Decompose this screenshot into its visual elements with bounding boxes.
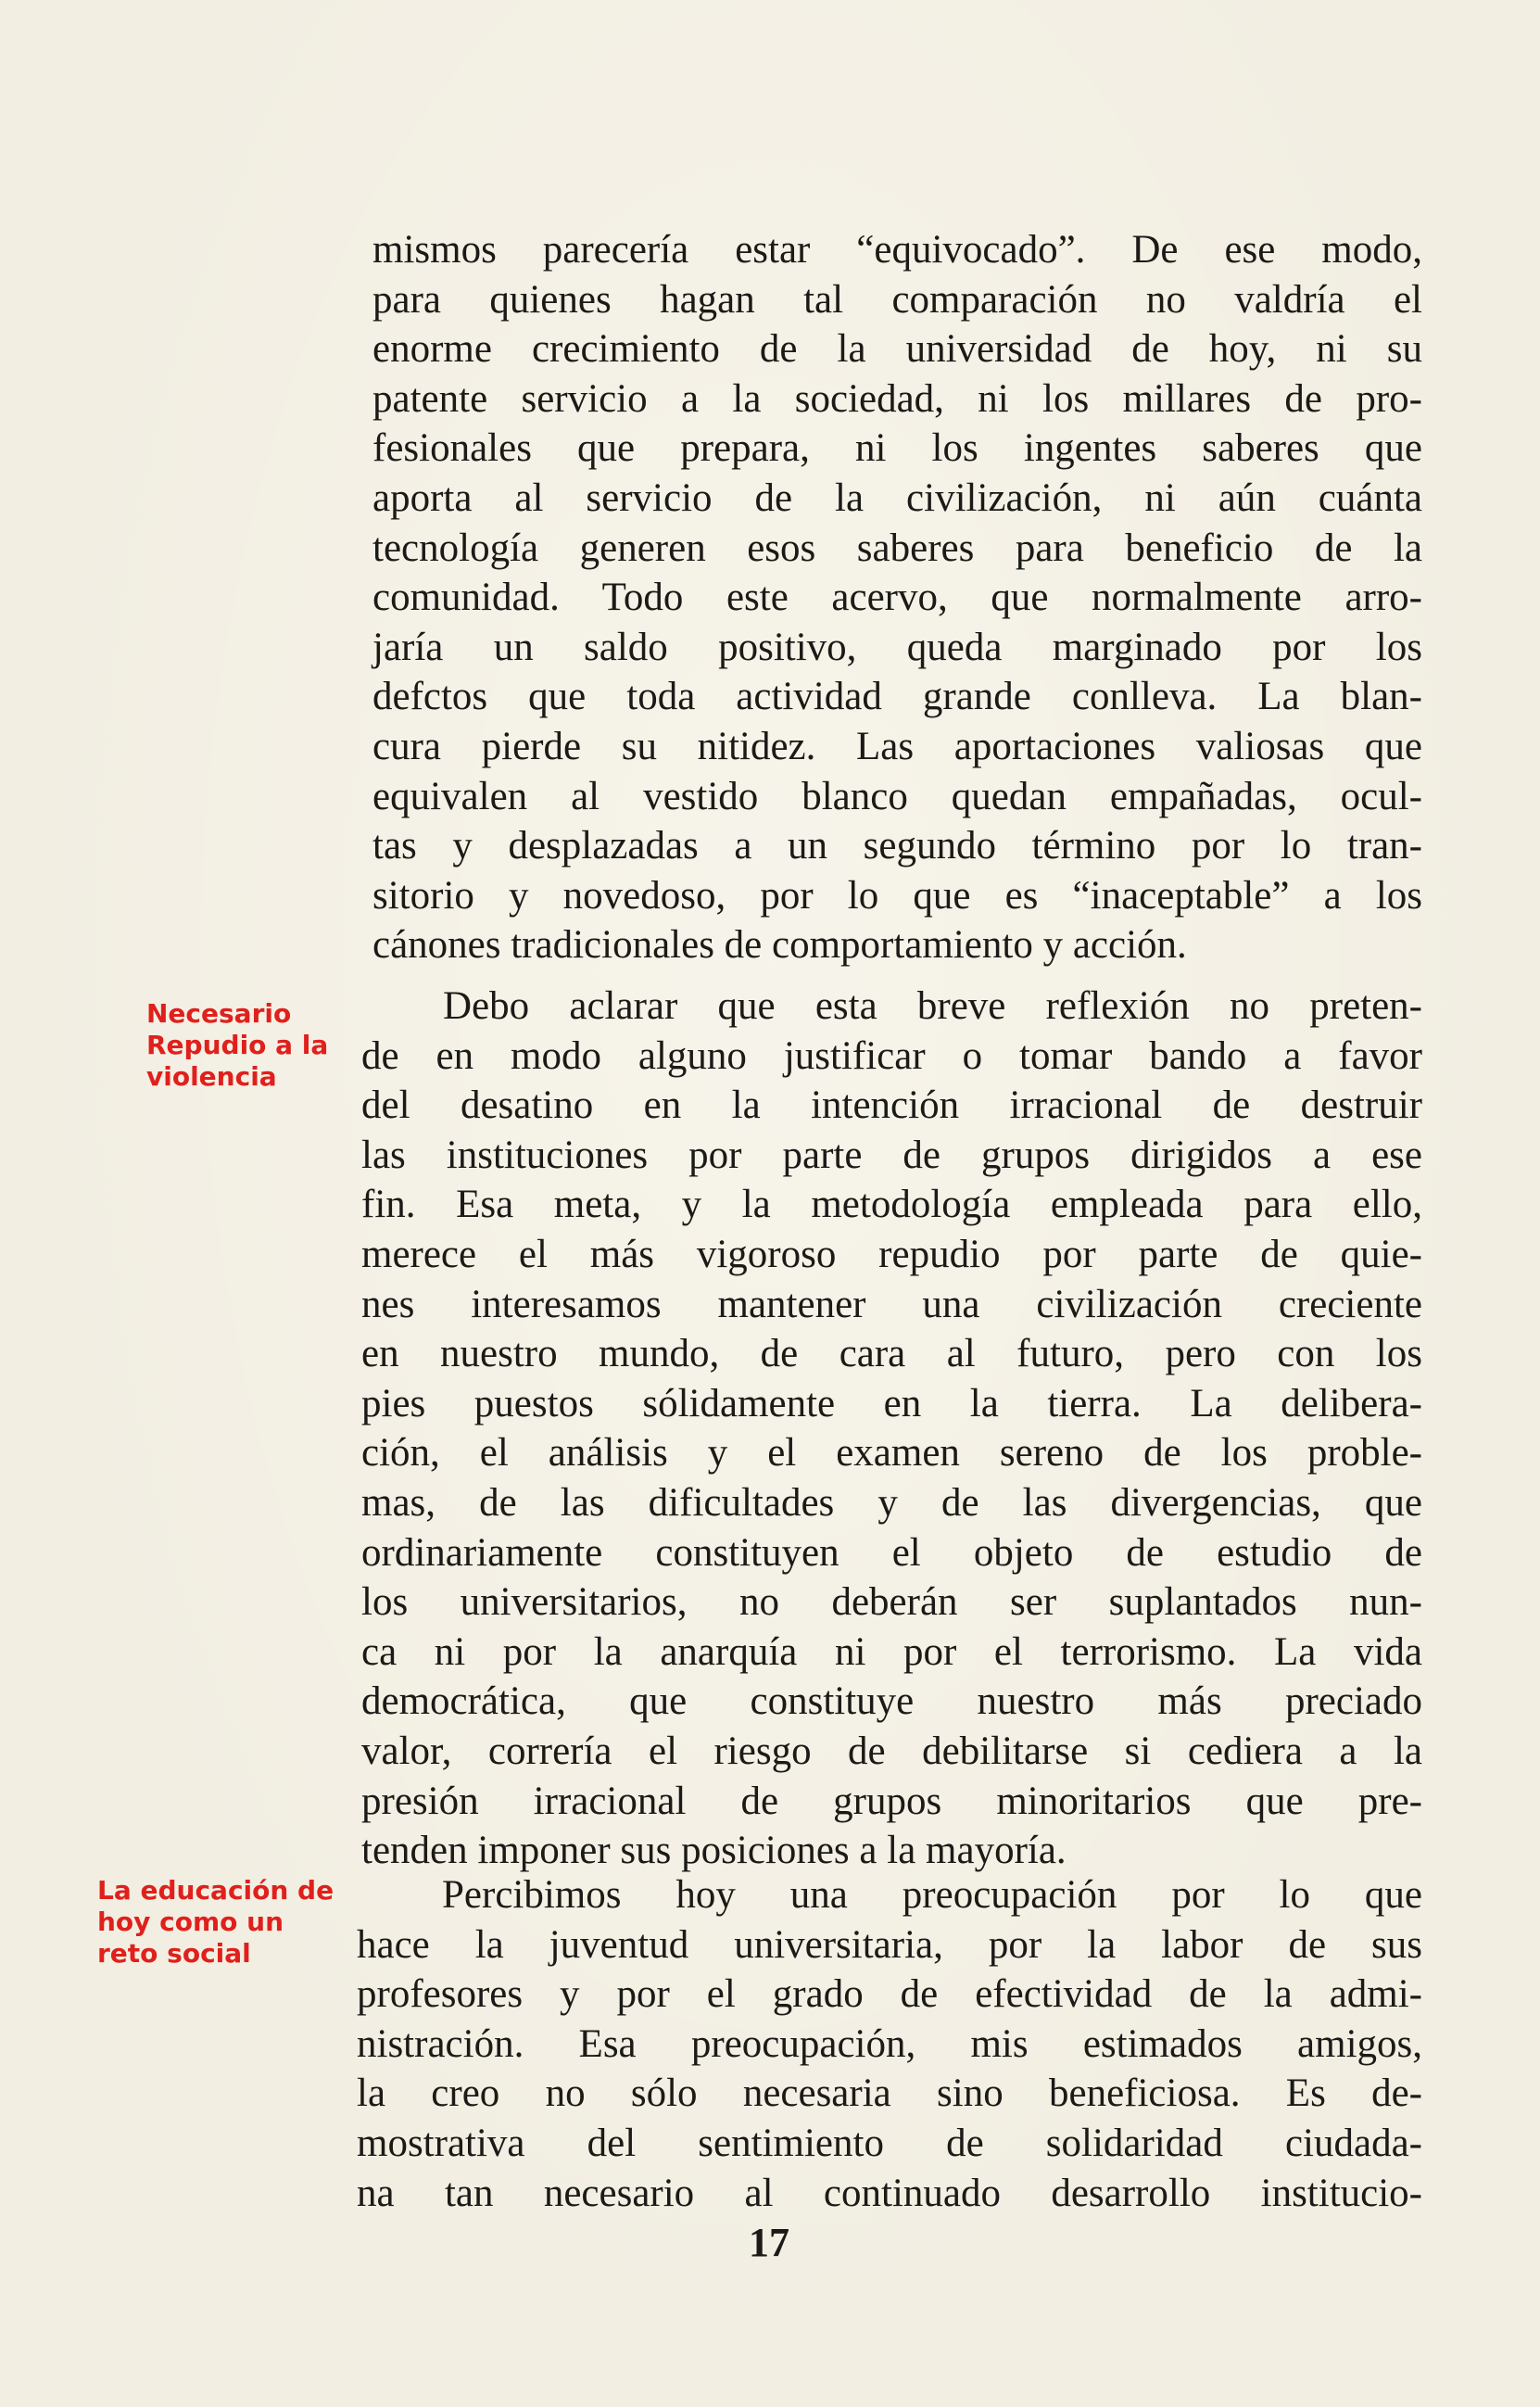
text-line: aporta al servicio de la civilización, ni aún cuánta — [372, 475, 1422, 520]
text-line: mas, de las dificultades y de las divergencias, que — [361, 1480, 1422, 1525]
margin-heading-line: reto social — [97, 1938, 251, 1969]
margin-heading-line: Necesario — [146, 998, 292, 1029]
text-line: las instituciones por parte de grupos dirigidos a ese — [361, 1133, 1422, 1177]
text-line: nes interesamos mantener una civilización creciente — [361, 1282, 1422, 1326]
text-line: para quienes hagan tal comparación no valdría el — [372, 277, 1422, 322]
text-line: hace la juventud universitaria, por la labor de sus — [357, 1922, 1422, 1967]
text-line: na tan necesario al continuado desarrollo institucio- — [357, 2171, 1422, 2215]
text-line: Debo aclarar que esta breve reflexión no preten- — [443, 984, 1422, 1028]
text-line: la creo no sólo necesaria sino beneficiosa. Es de- — [357, 2071, 1422, 2116]
text-line: ca ni por la anarquía ni por el terrorismo. La vida — [361, 1629, 1422, 1674]
paragraph-continuation — [372, 225, 1422, 970]
text-line: equivalen al vestido blanco quedan empañadas, ocul- — [372, 774, 1422, 818]
text-line: enorme crecimiento de la universidad de hoy, ni su — [372, 327, 1422, 372]
text-line: cura pierde su nitidez. Las aportaciones valiosas que — [372, 724, 1422, 768]
paragraph-repudio — [361, 982, 1422, 1876]
margin-heading-repudio — [146, 998, 341, 1093]
margin-heading-line: hoy como un — [97, 1907, 284, 1937]
page-number: 17 — [749, 2220, 789, 2265]
margin-heading-line: violencia — [146, 1061, 277, 1092]
text-line: tenden imponer sus posiciones a la mayoría. — [361, 1829, 1067, 1873]
text-line: cánones tradicionales de comportamiento y acción. — [372, 923, 1187, 968]
text-line: los universitarios, no deberán ser suplantados nun- — [361, 1580, 1422, 1625]
text-line: fesionales que prepara, ni los ingentes saberes que — [372, 426, 1422, 471]
margin-heading-line: Repudio a la — [146, 1030, 329, 1060]
text-line: defctos que toda actividad grande conlleva. La blan- — [372, 675, 1422, 719]
text-line: ordinariamente constituyen el objeto de estudio de — [361, 1530, 1422, 1575]
text-line: ción, el análisis y el examen sereno de los proble- — [361, 1431, 1422, 1476]
text-line: del desatino en la intención irracional de destruir — [361, 1083, 1422, 1128]
text-line: mostrativa del sentimiento de solidaridad ciudada- — [357, 2121, 1422, 2165]
text-line: profesores y por el grado de efectividad de la admi- — [357, 1972, 1422, 2017]
text-line: valor, correría el riesgo de debilitarse si cediera a la — [361, 1729, 1422, 1773]
text-line: de en modo alguno justificar o tomar bando a favor — [361, 1033, 1422, 1078]
margin-heading-educacion — [97, 1875, 340, 1970]
text-line: en nuestro mundo, de cara al futuro, pero con los — [361, 1332, 1422, 1376]
margin-heading-line: La educación de — [97, 1875, 335, 1906]
text-line: Percibimos hoy una preocupación por lo que — [442, 1873, 1422, 1917]
paragraph-educacion — [357, 1870, 1422, 2218]
text-line: tas y desplazadas a un segundo término por lo tran- — [372, 824, 1422, 868]
text-line: nistración. Esa preocupación, mis estimados amigos, — [357, 2021, 1422, 2066]
text-line: presión irracional de grupos minoritarios que pre- — [361, 1779, 1422, 1823]
text-line: democrática, que constituye nuestro más preciado — [361, 1679, 1422, 1724]
text-line: tecnología generen esos saberes para beneficio de la — [372, 526, 1422, 570]
text-line: pies puestos sólidamente en la tierra. La delibera- — [361, 1381, 1422, 1425]
text-line: fin. Esa meta, y la metodología empleada para ello, — [361, 1183, 1422, 1227]
text-line: patente servicio a la sociedad, ni los millares de pro- — [372, 376, 1422, 421]
text-line: jaría un saldo positivo, queda marginado por los — [372, 625, 1422, 669]
text-line: sitorio y novedoso, por lo que es “inaceptable” a los — [372, 873, 1422, 918]
text-line: mismos parecería estar “equivocado”. De ese modo, — [372, 228, 1422, 272]
text-line: merece el más vigoroso repudio por parte de quie- — [361, 1232, 1422, 1276]
text-line: comunidad. Todo este acervo, que normalmente arro- — [372, 576, 1422, 620]
